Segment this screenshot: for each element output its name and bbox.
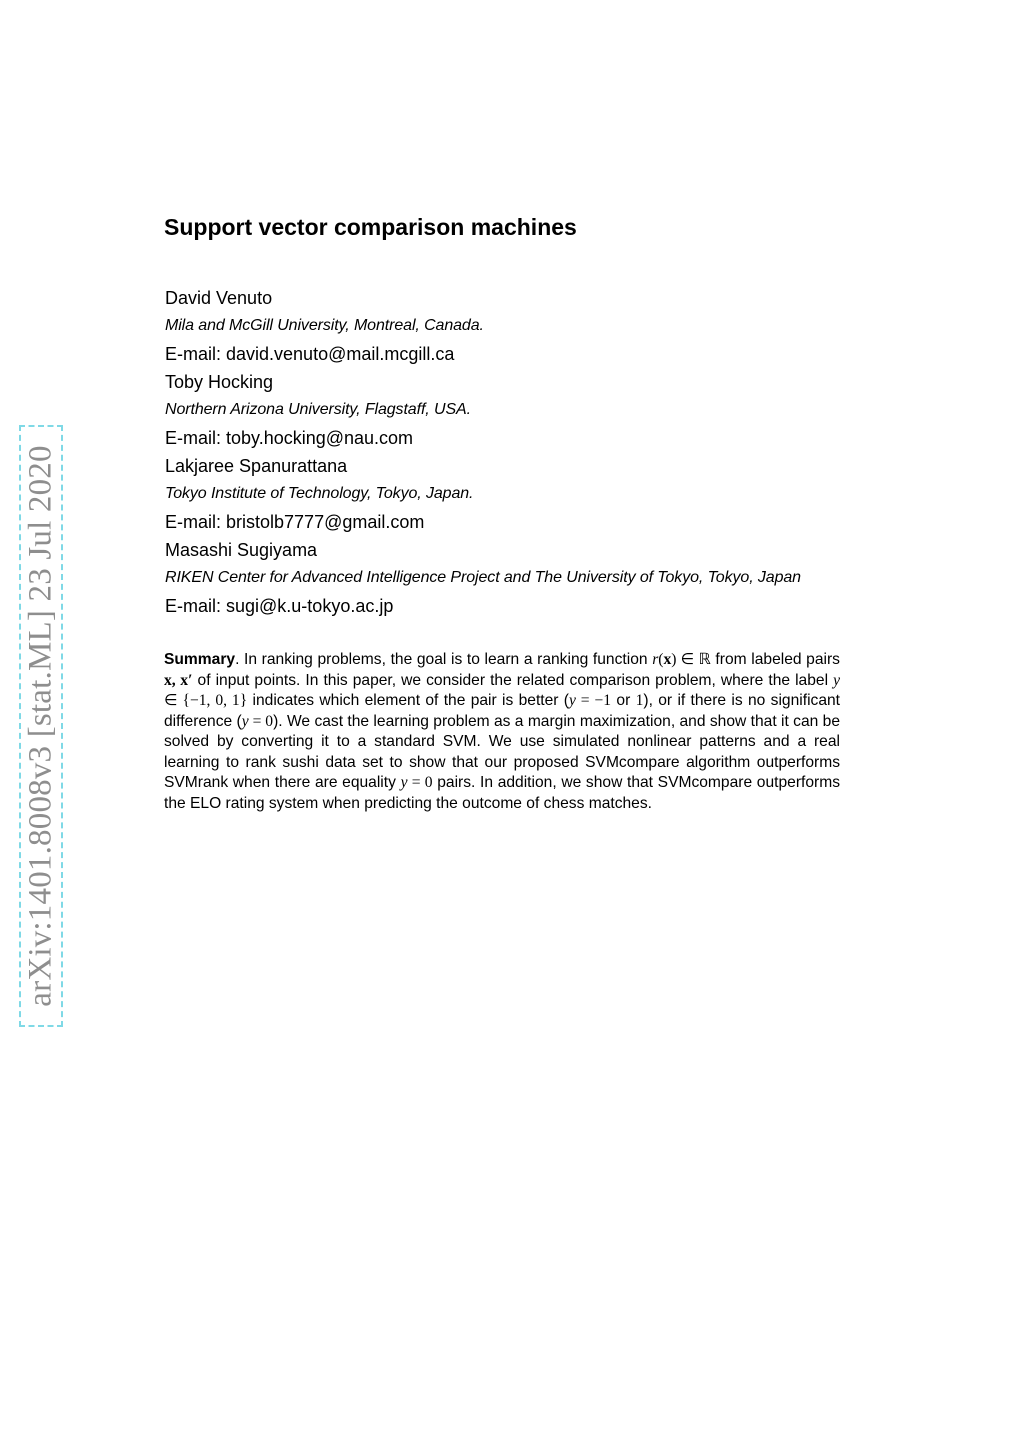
author-affiliation: Tokyo Institute of Technology, Tokyo, Japan. — [165, 485, 474, 502]
math-inline: = 0 — [248, 712, 274, 730]
math-inline: = 0 — [407, 774, 433, 791]
author-name: Toby Hocking — [165, 372, 274, 392]
math-inline: y — [241, 712, 249, 730]
author-email: E-mail: sugi@k.u-tokyo.ac.jp — [165, 596, 394, 616]
author-block — [165, 536, 855, 620]
paper-title: Support vector comparison machines — [164, 214, 577, 240]
math-inline: r — [652, 651, 659, 668]
summary-text: pairs. In addition, we show that SVMcompare outperforms the ELO rating system when predicting the outcome of chess matches. — [164, 774, 840, 812]
author-name: Lakjaree Spanurattana — [165, 456, 348, 476]
summary-label: Summary — [164, 651, 236, 668]
author-email: E-mail: toby.hocking@nau.com — [165, 428, 414, 448]
arxiv-stamp — [19, 425, 63, 1027]
arxiv-identifier: arXiv:1401.8008v3 [stat.ML] 23 Jul 2020 — [22, 445, 59, 1007]
math-inline: y — [569, 692, 576, 709]
math-inline: x — [663, 651, 672, 668]
math-inline: y — [833, 671, 840, 689]
author-block — [165, 452, 855, 536]
math-inline: x, x′ — [164, 671, 193, 689]
summary-text: ), or if there is no significant difference ( — [164, 692, 841, 730]
author-affiliation: RIKEN Center for Advanced Intelligence Project and The University of Tokyo, Tokyo, Japan — [165, 569, 801, 586]
author-email: E-mail: david.venuto@mail.mcgill.ca — [165, 344, 455, 364]
summary-text: of input points. In this paper, we consider the related comparison problem, where the label — [192, 671, 834, 689]
math-inline: ( — [658, 651, 664, 668]
summary-text: or — [611, 692, 636, 709]
author-block — [165, 368, 855, 452]
author-name: David Venuto — [165, 288, 273, 308]
author-affiliation: Northern Arizona University, Flagstaff, USA. — [165, 401, 471, 418]
math-inline: ∈ {−1, 0, 1} — [164, 692, 248, 709]
author-affiliation: Mila and McGill University, Montreal, Canada. — [165, 317, 484, 334]
math-inline: 1 — [635, 692, 644, 709]
summary-text: from labeled pairs — [710, 651, 840, 668]
math-inline: ) ∈ ℝ — [671, 651, 711, 668]
author-list — [165, 284, 855, 620]
math-inline: y — [400, 774, 408, 791]
author-email: E-mail: bristolb7777@gmail.com — [165, 512, 425, 532]
author-block — [165, 284, 855, 368]
summary-text: ). We cast the learning problem as a margin maximization, and show that it can be solved by converting it to a standard SVM. We use simulated nonlinear patterns and a real learning to rank sushi data set to show that our proposed SVMcompare algorithm outperforms SVMrank when there are equality — [164, 712, 840, 791]
summary-text: indicates which element of the pair is better ( — [247, 692, 569, 709]
summary-paragraph — [164, 650, 840, 814]
summary-text: . In ranking problems, the goal is to learn a ranking function — [235, 651, 653, 668]
author-name: Masashi Sugiyama — [165, 540, 318, 560]
math-inline: = −1 — [575, 692, 612, 709]
